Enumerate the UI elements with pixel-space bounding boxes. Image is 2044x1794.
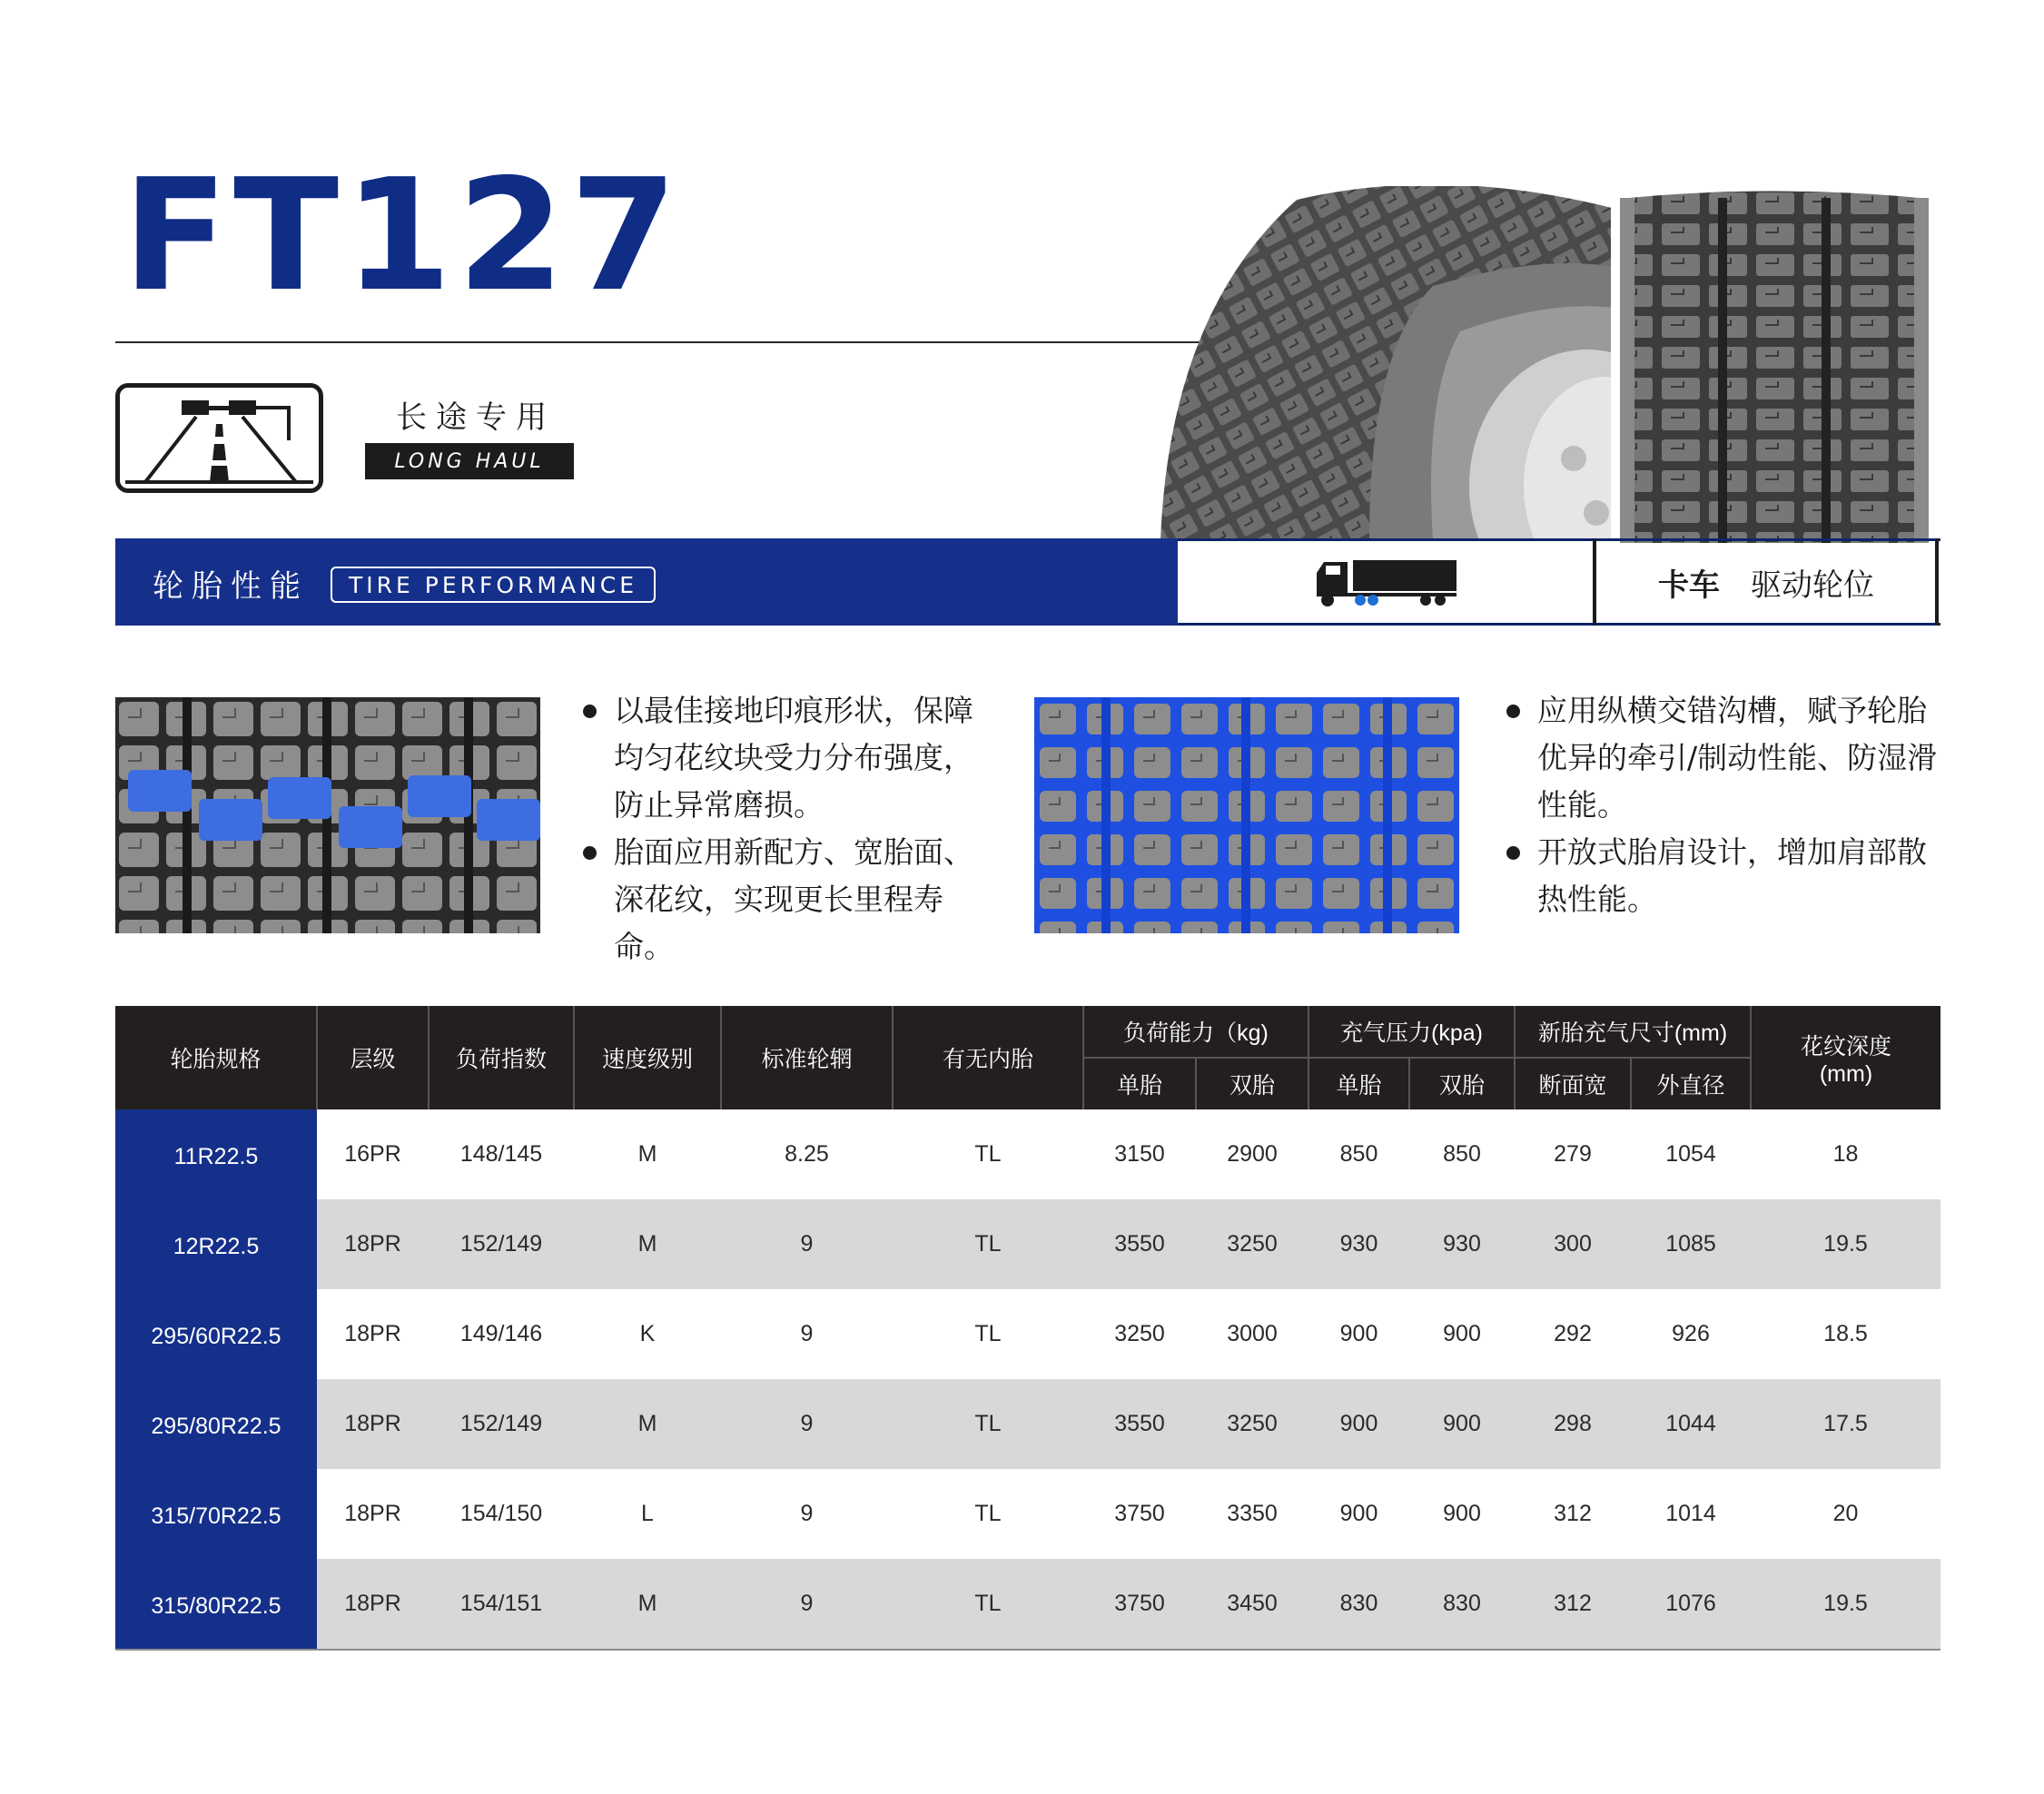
cell-load-single: 3150 (1083, 1109, 1196, 1199)
header-tread-depth: 花纹深度 (mm) (1751, 1006, 1940, 1109)
bullet-icon (1506, 705, 1520, 718)
header-ply: 层级 (317, 1006, 429, 1109)
cell-press-single: 830 (1308, 1559, 1409, 1650)
cell-tube: TL (893, 1469, 1083, 1559)
long-haul-road-icon (115, 383, 323, 493)
cell-speed: M (574, 1109, 721, 1199)
tread-footprint-image (115, 697, 540, 933)
cell-rim: 9 (721, 1289, 893, 1379)
cell-speed: M (574, 1199, 721, 1289)
cell-load-index: 152/149 (429, 1379, 574, 1469)
feature-item: 应用纵横交错沟槽，赋予轮胎优异的牵引/制动性能、防湿滑性能。 (1505, 687, 1940, 829)
cell-speed: M (574, 1379, 721, 1469)
cell-press-single: 900 (1308, 1469, 1409, 1559)
cell-diameter: 926 (1631, 1289, 1751, 1379)
table-row (115, 1559, 1940, 1650)
model-title: FT127 (123, 146, 683, 326)
cell-press-single: 850 (1308, 1109, 1409, 1199)
cell-depth: 19.5 (1751, 1199, 1940, 1289)
cell-press-single: 930 (1308, 1199, 1409, 1289)
cell-speed: L (574, 1469, 721, 1559)
feature-item: 开放式胎肩设计，增加肩部散热性能。 (1505, 829, 1940, 923)
header-load-single: 单胎 (1083, 1058, 1196, 1109)
wheel-position: 驱动轮位 (1751, 567, 1874, 604)
cell-tube: TL (893, 1289, 1083, 1379)
header-load-capacity: 负荷能力（kg) (1083, 1006, 1308, 1058)
spec-table (115, 1006, 1940, 1651)
cell-size: 315/70R22.5 (115, 1469, 317, 1559)
cell-ply: 18PR (317, 1199, 429, 1289)
cell-load-dual: 3250 (1196, 1379, 1308, 1469)
usage-label-en: LONG HAUL (365, 443, 574, 479)
cell-size: 295/60R22.5 (115, 1289, 317, 1379)
cell-diameter: 1076 (1631, 1559, 1751, 1650)
cell-load-index: 148/145 (429, 1109, 574, 1199)
cell-load-single: 3550 (1083, 1199, 1196, 1289)
cell-load-index: 154/151 (429, 1559, 574, 1650)
header-load-index: 负荷指数 (429, 1006, 574, 1109)
header-dimensions: 新胎充气尺寸(mm) (1515, 1006, 1751, 1058)
cell-press-dual: 930 (1409, 1199, 1515, 1289)
header-pressure-single: 单胎 (1308, 1058, 1409, 1109)
feature-item: 以最佳接地印痕形状，保障均匀花纹块受力分布强度，防止异常磨损。 (581, 687, 999, 829)
cell-diameter: 1054 (1631, 1109, 1751, 1199)
bar-right-border (1935, 538, 1939, 626)
cell-rim: 8.25 (721, 1109, 893, 1199)
cell-depth: 19.5 (1751, 1559, 1940, 1650)
cell-load-dual: 3450 (1196, 1559, 1308, 1650)
cell-diameter: 1044 (1631, 1379, 1751, 1469)
cell-load-single: 3250 (1083, 1289, 1196, 1379)
header-size: 轮胎规格 (115, 1006, 317, 1109)
feature-list-left (581, 687, 999, 971)
cell-press-dual: 900 (1409, 1469, 1515, 1559)
cell-load-single: 3550 (1083, 1379, 1196, 1469)
cell-width: 300 (1515, 1199, 1631, 1289)
tire-front-view-image (1611, 189, 1938, 543)
cell-depth: 18.5 (1751, 1289, 1940, 1379)
cell-rim: 9 (721, 1559, 893, 1650)
header-section-width: 断面宽 (1515, 1058, 1631, 1109)
cell-load-single: 3750 (1083, 1469, 1196, 1559)
feature-item: 胎面应用新配方、宽胎面、深花纹，实现更长里程寿命。 (581, 829, 999, 971)
cell-ply: 18PR (317, 1559, 429, 1650)
table-row (115, 1199, 1940, 1289)
cell-ply: 18PR (317, 1469, 429, 1559)
header-load-dual: 双胎 (1196, 1058, 1308, 1109)
cell-width: 312 (1515, 1559, 1631, 1650)
cell-depth: 20 (1751, 1469, 1940, 1559)
cell-width: 292 (1515, 1289, 1631, 1379)
header-pressure: 充气压力(kpa) (1308, 1006, 1515, 1058)
truck-icon-cell (1178, 541, 1593, 623)
vehicle-type: 卡车 (1658, 567, 1720, 604)
table-row (115, 1469, 1940, 1559)
cell-ply: 16PR (317, 1109, 429, 1199)
cell-press-dual: 830 (1409, 1559, 1515, 1650)
table-row (115, 1289, 1940, 1379)
cell-diameter: 1085 (1631, 1199, 1751, 1289)
header-tube: 有无内胎 (893, 1006, 1083, 1109)
cell-rim: 9 (721, 1469, 893, 1559)
cell-press-dual: 900 (1409, 1379, 1515, 1469)
cell-rim: 9 (721, 1379, 893, 1469)
cell-ply: 18PR (317, 1379, 429, 1469)
cell-ply: 18PR (317, 1289, 429, 1379)
cell-width: 298 (1515, 1379, 1631, 1469)
cell-size: 11R22.5 (115, 1109, 317, 1199)
cell-diameter: 1014 (1631, 1469, 1751, 1559)
cell-depth: 18 (1751, 1109, 1940, 1199)
cell-load-index: 152/149 (429, 1199, 574, 1289)
feature-list-right (1505, 687, 1940, 923)
cell-speed: M (574, 1559, 721, 1650)
cell-load-index: 149/146 (429, 1289, 574, 1379)
bullet-icon (1506, 846, 1520, 860)
cell-load-dual: 2900 (1196, 1109, 1308, 1199)
tread-groove-image (1034, 697, 1459, 933)
header-outer-diameter: 外直径 (1631, 1058, 1751, 1109)
cell-load-dual: 3000 (1196, 1289, 1308, 1379)
cell-press-single: 900 (1308, 1379, 1409, 1469)
cell-press-single: 900 (1308, 1289, 1409, 1379)
table-row (115, 1109, 1940, 1199)
cell-depth: 17.5 (1751, 1379, 1940, 1469)
cell-load-dual: 3250 (1196, 1199, 1308, 1289)
header-speed: 速度级别 (574, 1006, 721, 1109)
cell-press-dual: 850 (1409, 1109, 1515, 1199)
cell-load-index: 154/150 (429, 1469, 574, 1559)
bullet-icon (583, 846, 597, 860)
header-rim: 标准轮辋 (721, 1006, 893, 1109)
truck-icon (1313, 557, 1458, 607)
usage-label-cn: 长途专用 (396, 399, 556, 436)
table-row (115, 1379, 1940, 1469)
cell-load-single: 3750 (1083, 1559, 1196, 1650)
header-pressure-dual: 双胎 (1409, 1058, 1515, 1109)
cell-tube: TL (893, 1559, 1083, 1650)
cell-size: 295/80R22.5 (115, 1379, 317, 1469)
performance-title-cn: 轮胎性能 (153, 568, 309, 605)
cell-tube: TL (893, 1199, 1083, 1289)
cell-size: 12R22.5 (115, 1199, 317, 1289)
wheel-position-cell (1596, 541, 1936, 623)
cell-rim: 9 (721, 1199, 893, 1289)
cell-tube: TL (893, 1379, 1083, 1469)
cell-press-dual: 900 (1409, 1289, 1515, 1379)
cell-load-dual: 3350 (1196, 1469, 1308, 1559)
cell-tube: TL (893, 1109, 1083, 1199)
bullet-icon (583, 705, 597, 718)
tire-side-view-image (1160, 186, 1669, 540)
performance-title-en: TIRE PERFORMANCE (331, 567, 656, 603)
cell-width: 312 (1515, 1469, 1631, 1559)
cell-width: 279 (1515, 1109, 1631, 1199)
cell-speed: K (574, 1289, 721, 1379)
cell-size: 315/80R22.5 (115, 1559, 317, 1650)
